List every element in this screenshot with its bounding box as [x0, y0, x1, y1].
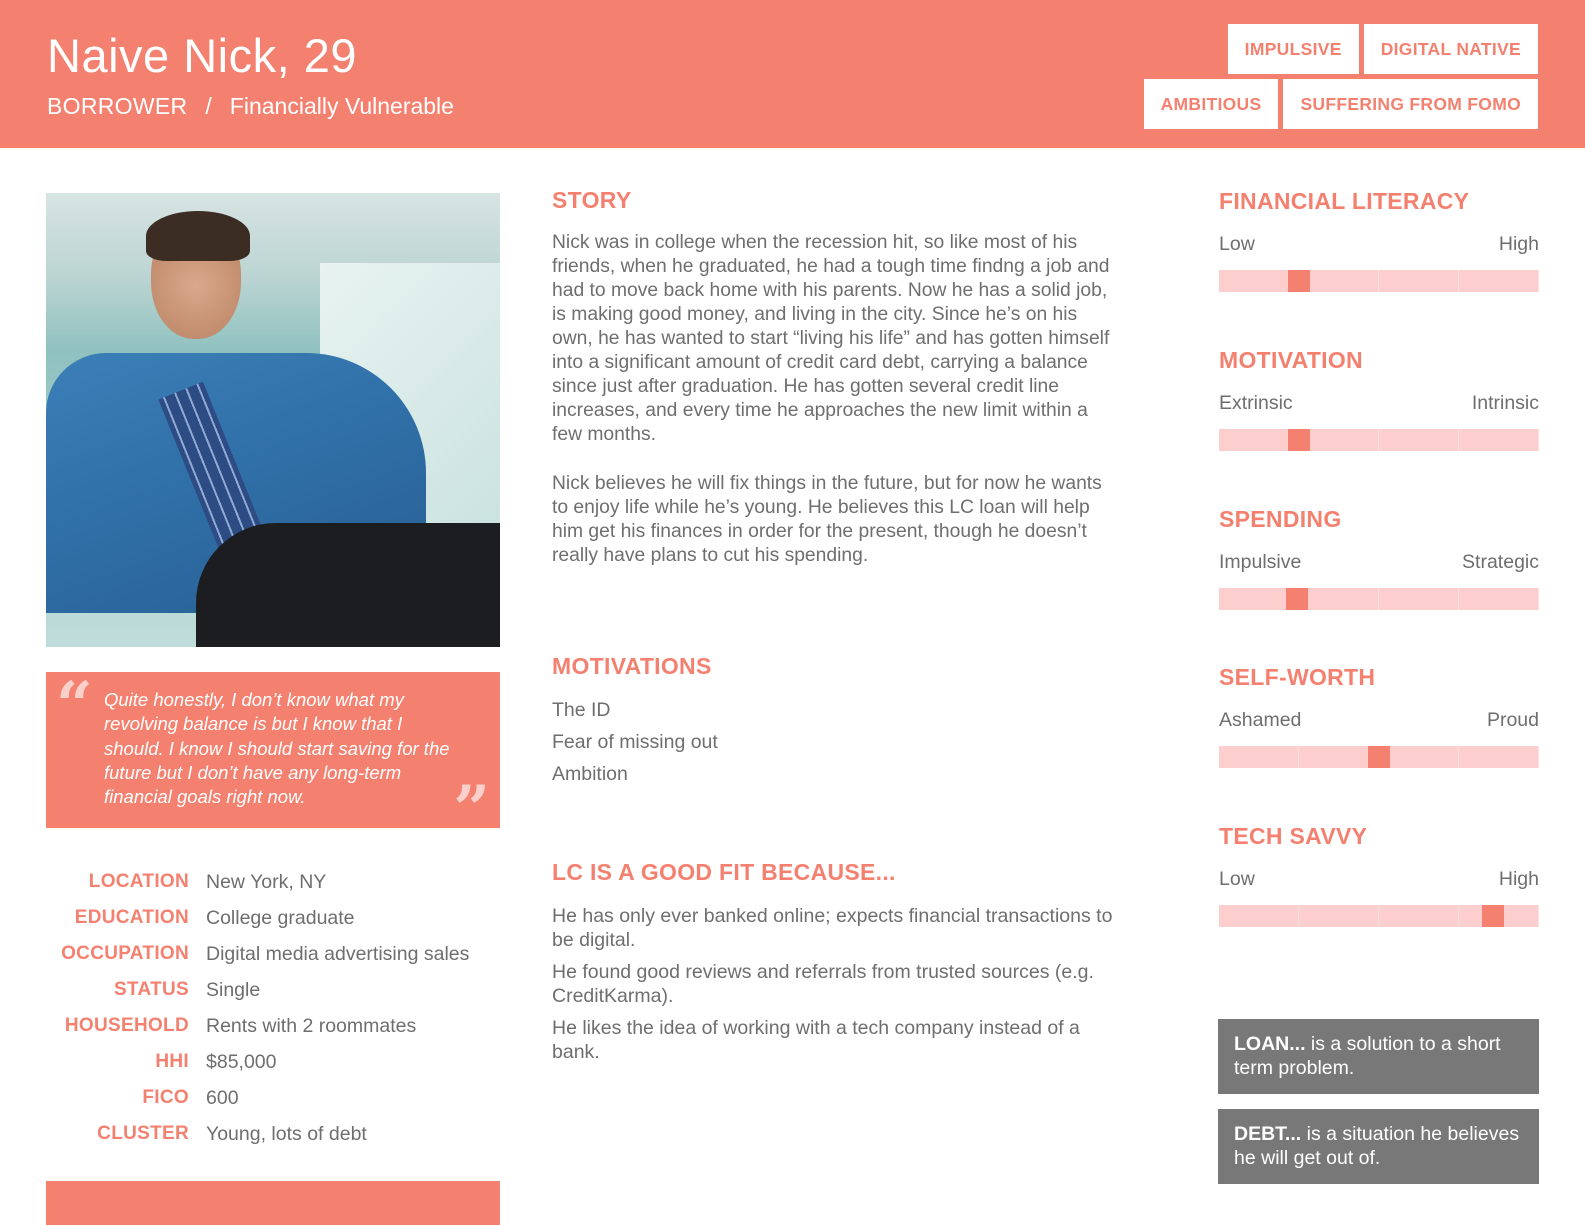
photo-pants	[196, 523, 500, 647]
fact-value: $85,000	[206, 1050, 277, 1073]
fact-row-cluster	[46, 1116, 500, 1152]
fact-label: OCCUPATION	[61, 943, 189, 964]
scale-high-label: Strategic	[1462, 551, 1539, 573]
scale-endpoints	[1219, 551, 1539, 574]
persona-role: BORROWER	[47, 93, 188, 119]
scale-high-label: Intrinsic	[1471, 392, 1539, 414]
trait-tag-fomo: SUFFERING FROM FOMO	[1283, 79, 1538, 129]
scale-self-worth	[1219, 664, 1539, 768]
trait-tags-row-2	[1144, 79, 1538, 129]
photo-hair	[146, 211, 250, 261]
quote-text: Quite honestly, I don’t know what my revolving balance is but I know that I should. I know I should start saving for the future but I don’t have any long-term financial goals right now.	[104, 689, 450, 808]
good-fit-item: He likes the idea of working with a tech company instead of a bank.	[552, 1017, 1080, 1063]
fact-row-education	[46, 900, 500, 936]
scale-track	[1219, 429, 1539, 451]
fact-value: Single	[206, 978, 261, 1001]
scale-title: FINANCIAL LITERACY	[1219, 188, 1470, 214]
trait-tag-ambitious: AMBITIOUS	[1144, 79, 1279, 129]
fact-row-household	[46, 1008, 500, 1044]
scale-marker	[1286, 588, 1308, 610]
note-keyword: DEBT...	[1234, 1123, 1302, 1145]
fact-label: HOUSEHOLD	[64, 1015, 189, 1036]
scale-low-label: Ashamed	[1219, 709, 1302, 731]
persona-name: Naive Nick, 29	[47, 29, 357, 82]
persona-subtitle	[47, 93, 454, 120]
scale-track	[1219, 746, 1539, 768]
scale-low-label: Extrinsic	[1219, 392, 1293, 414]
scale-high-label: High	[1498, 233, 1539, 255]
motivation-item: Fear of missing out	[552, 731, 718, 753]
scale-high-label: High	[1498, 868, 1539, 890]
fact-label: LOCATION	[88, 871, 189, 892]
open-quote-icon: “	[56, 668, 93, 743]
persona-facts	[46, 864, 500, 1152]
good-fit-item: He found good reviews and referrals from trusted sources (e.g. CreditKarma).	[552, 961, 1094, 1007]
good-fit-item: He has only ever banked online; expects financial transactions to be digital.	[552, 905, 1113, 951]
scale-endpoints	[1219, 392, 1539, 415]
scale-marker	[1368, 746, 1390, 768]
scale-marker	[1482, 905, 1504, 927]
persona-segment: Financially Vulnerable	[229, 93, 454, 119]
note-keyword: LOAN...	[1234, 1033, 1306, 1055]
scale-track	[1219, 905, 1539, 927]
fact-label: HHI	[155, 1051, 189, 1072]
note-text: is a solution to a short term problem.	[1234, 1033, 1501, 1079]
persona-quote	[46, 668, 500, 847]
good-fit-title: LC IS A GOOD FIT BECAUSE...	[552, 859, 896, 885]
scale-title: SPENDING	[1219, 506, 1342, 532]
trait-tags-row-1	[1228, 24, 1538, 74]
fact-label: EDUCATION	[74, 907, 189, 928]
scale-marker	[1288, 429, 1310, 451]
persona-photo	[46, 193, 500, 647]
trait-tag-impulsive: IMPULSIVE	[1228, 24, 1359, 74]
trait-tag-digital-native: DIGITAL NATIVE	[1364, 24, 1538, 74]
scale-endpoints	[1219, 233, 1539, 256]
scale-endpoints	[1219, 709, 1539, 732]
scale-low-label: Impulsive	[1219, 551, 1302, 573]
fact-row-location	[46, 864, 500, 900]
good-fit-list	[552, 904, 1117, 1072]
scale-track	[1219, 588, 1539, 610]
scale-high-label: Proud	[1486, 709, 1539, 731]
note-text: is a situation he believes he will get out of.	[1234, 1123, 1520, 1169]
scale-track	[1219, 270, 1539, 292]
scale-low-label: Low	[1219, 233, 1255, 255]
scale-low-label: Low	[1219, 868, 1255, 890]
motivations-title: MOTIVATIONS	[552, 653, 712, 679]
scale-title: TECH SAVVY	[1219, 823, 1368, 849]
fact-value: Digital media advertising sales	[206, 942, 470, 965]
fact-row-occupation	[46, 936, 500, 972]
fact-value: New York, NY	[206, 870, 327, 893]
fact-label: FICO	[142, 1087, 189, 1108]
persona-header	[0, 0, 1585, 148]
story-paragraph-1: Nick was in college when the recession hit, so like most of his friends, when he graduated, he had a tough time findng a job and had to move back home with his parents. Now he has a solid job, is making good money, and living in the city. Since he’s on his own, he has wanted to start “living his life” and has gotten himself into a significant amount of credit card debt, carrying a balance since just after graduation. He has gotten several credit line increases, and every time he approaches the new limit within a few months.	[552, 232, 1110, 445]
fact-value: 600	[206, 1086, 239, 1109]
loan-note	[1218, 1019, 1539, 1094]
fact-value: College graduate	[206, 906, 355, 929]
motivation-item: Ambition	[552, 763, 628, 785]
debt-note	[1218, 1109, 1539, 1184]
scale-financial-literacy	[1219, 188, 1539, 292]
fact-value: Rents with 2 roommates	[206, 1014, 417, 1037]
close-quote-icon: ”	[453, 772, 490, 847]
scale-tech-savvy	[1219, 823, 1539, 927]
story-title: STORY	[552, 187, 632, 213]
fact-value: Young, lots of debt	[206, 1122, 367, 1145]
fact-row-hhi	[46, 1044, 500, 1080]
motivation-item: The ID	[552, 699, 611, 721]
scale-motivation	[1219, 347, 1539, 451]
fact-label: CLUSTER	[97, 1123, 189, 1144]
scale-endpoints	[1219, 868, 1539, 891]
fact-label: STATUS	[114, 979, 189, 1000]
fact-row-fico	[46, 1080, 500, 1116]
scale-title: SELF-WORTH	[1219, 664, 1376, 690]
footer-accent-bar	[46, 1181, 500, 1225]
subtitle-separator: /	[205, 93, 212, 119]
motivations-list	[552, 694, 718, 790]
story-paragraph-2: Nick believes he will fix things in the future, but for now he wants to enjoy life while he’s young. He believes this LC loan will help him get his finances in order for the present, though he doesn’t really have plans to cut his spending.	[552, 473, 1102, 566]
scale-spending	[1219, 506, 1539, 610]
scale-marker	[1288, 270, 1310, 292]
fact-row-status	[46, 972, 500, 1008]
scale-title: MOTIVATION	[1219, 347, 1363, 373]
